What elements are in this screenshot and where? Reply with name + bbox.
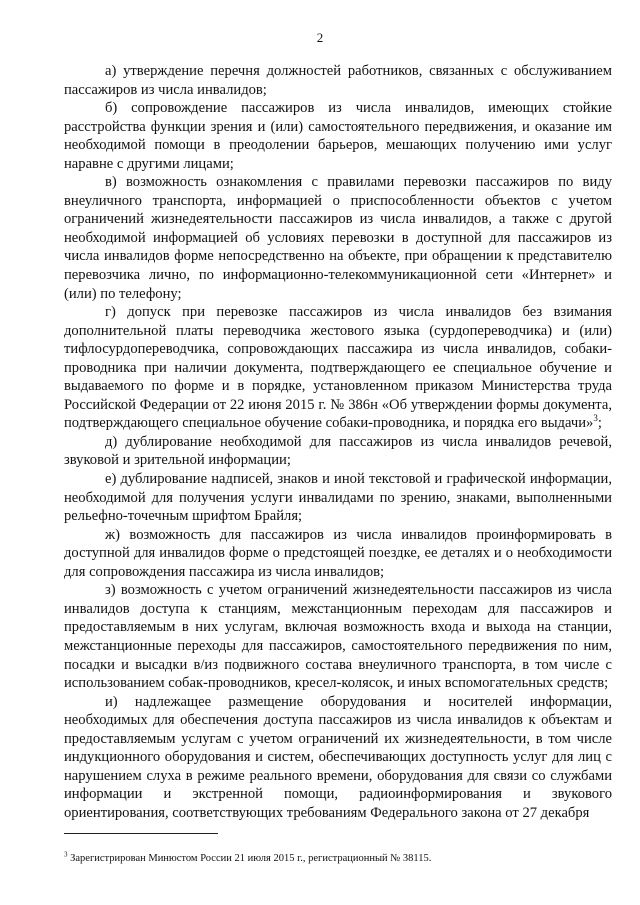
paragraph-e: е) дублирование надписей, знаков и иной текстовой и графической информации, необходимой для получения услуги инвалидами по зрению, знаками, выполненными рельефно-точечным шрифтом Брайля; — [64, 471, 612, 525]
paragraph-g — [64, 303, 612, 433]
paragraph-z: з) возможность с учетом ограничений жизнедеятельности пассажиров из числа инвалидов доступа к станциям, межстанционным переходам для пассажиров и предоставляемым в них услугам, включая возможность входа и выхода на станции, межстанционные переходы для пассажиров, самостоятельного передвижения по ним, посадки и высадки в/из подвижного состава внеуличного транспорта, в том числе с использованием собак-проводников, кресел-колясок, и иных вспомогательных средств; — [64, 582, 612, 692]
paragraph-g-end: ; — [597, 415, 602, 432]
paragraph-b: б) сопровождение пассажиров из числа инвалидов, имеющих стойкие расстройства функции зрения и (или) самостоятельного передвижения, и оказание им необходимой помощи в преодолении барьеров, мешающих получению ими услуг наравне с другими лицами; — [64, 100, 612, 172]
footnote — [64, 852, 612, 865]
footnote-reference: 3 — [593, 413, 598, 424]
footnote-divider — [64, 833, 218, 834]
paragraph-g-text: г) допуск при перевозке пассажиров из числа инвалидов без взимания дополнительной платы переводчика жестового языка (сурдопереводчика) и (или) тифлосурдопереводчика, сопровождающих пассажира из числа инвалидов, собаки-проводника при наличии документа, подтверждающего ее специальное обучение и выдаваемого по форме и в порядке, установленном приказом Министерства труда Российской Федерации от 22 июня 2015 г. № 386н «Об утверждении формы документа, подтверждающего специальное обучение собаки-проводника, и порядка его выдачи» — [64, 304, 612, 432]
footnote-text: Зарегистрирован Минюстом России 21 июля 2015 г., регистрационный № 38115. — [67, 853, 432, 864]
document-body — [64, 62, 612, 822]
paragraph-v: в) возможность ознакомления с правилами перевозки пассажиров по виду внеуличного транспорта, информацией о приспособленности объектов с учетом ограничений жизнедеятельности пассажиров из числа инвалидов, а также с другой необходимой информацией об условиях перевозки в доступной для пассажиров из числа инвалидов форме непосредственно на объекте, при обращении к представителю перевозчика лично, по информационно-телекоммуникационной сети «Интернет» и (или) по телефону; — [64, 174, 612, 302]
paragraph-d: д) дублирование необходимой для пассажиров из числа инвалидов речевой, звуковой и зрительной информации; — [64, 433, 612, 469]
paragraph-zh: ж) возможность для пассажиров из числа инвалидов проинформировать в доступной для инвалидов форме о предстоящей поездке, ее деталях и о необходимости для сопровождения пассажира из числа инвалидов; — [64, 526, 612, 580]
paragraph-i: и) надлежащее размещение оборудования и носителей информации, необходимых для обеспечения доступа пассажиров из числа инвалидов к объектам и предоставляемым услугам с учетом ограничений их жизнедеятельности, в том числе индукционного оборудования и систем, обеспечивающих доступность услуг для лиц с нарушением слуха в режиме реального времени, оборудования для связи со службами информации и экстренной помощи, радиоинформирования и звукового ориентирования, соответствующих требованиям Федерального закона от 27 декабря — [64, 693, 612, 821]
footnote-marker: 3 — [64, 850, 68, 859]
page-number: 2 — [316, 30, 324, 45]
paragraph-a: а) утверждение перечня должностей работников, связанных с обслуживанием пассажиров из числа инвалидов; — [64, 63, 612, 98]
